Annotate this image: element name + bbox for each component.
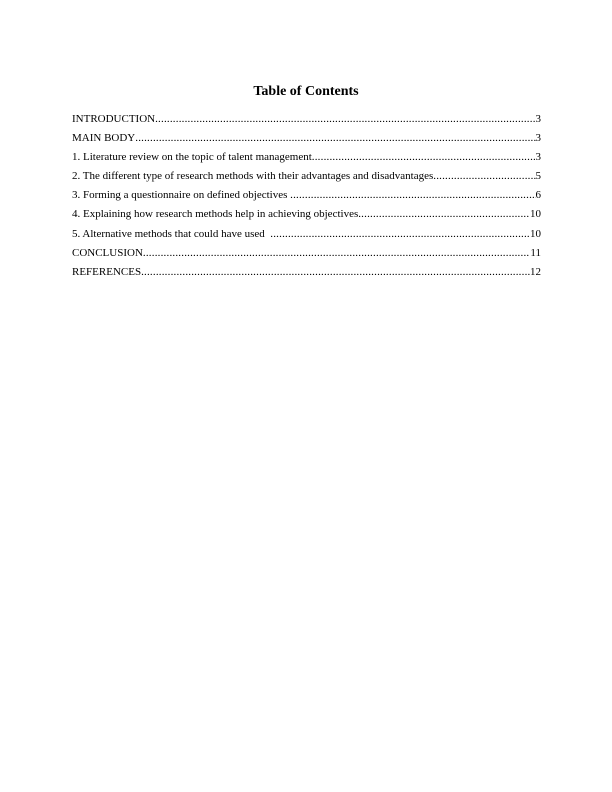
toc-entry-page: 12 (530, 265, 541, 278)
toc-entry-alternative-methods[interactable] (72, 227, 541, 246)
toc-entry-page: 11 (530, 246, 541, 259)
dot-leader (143, 246, 531, 260)
toc-entry-page: 3 (535, 113, 541, 125)
toc-entry-page: 3 (535, 151, 541, 164)
toc-entry-page: 10 (530, 208, 541, 221)
toc-entry-main-body[interactable] (72, 131, 541, 150)
dot-leader (312, 150, 536, 164)
toc-entry-label: 2. The different type of research methods with their advantages and disadvantages (72, 170, 434, 183)
toc-entry-label: CONCLUSION (72, 246, 143, 259)
dot-leader (290, 188, 535, 202)
toc-entry-label: MAIN BODY (72, 132, 136, 145)
toc-entry-label: 5. Alternative methods that could have used (72, 227, 271, 240)
toc-entry-questionnaire[interactable] (72, 188, 541, 207)
toc-entry-label: 4. Explaining how research methods help in achieving objectives (72, 208, 359, 221)
toc-entry-label: INTRODUCTION (72, 113, 156, 125)
dot-leader (155, 112, 535, 126)
dot-leader (135, 131, 535, 145)
toc-entry-label: 3. Forming a questionnaire on defined objectives (72, 189, 291, 202)
toc-list (72, 112, 541, 284)
toc-entry-label: REFERENCES (72, 265, 142, 278)
toc-entry-references[interactable] (72, 265, 541, 284)
dot-leader (358, 207, 530, 221)
toc-entry-introduction[interactable] (72, 112, 541, 131)
toc-entry-page: 3 (535, 132, 541, 145)
toc-entry-page: 6 (535, 189, 541, 202)
toc-title: Table of Contents (253, 84, 359, 99)
toc-entry-page: 10 (530, 227, 541, 240)
dot-leader (141, 265, 530, 279)
dot-leader (433, 169, 535, 183)
toc-entry-literature-review[interactable] (72, 150, 541, 169)
toc-entry-label: 1. Literature review on the topic of talent management (72, 151, 312, 164)
toc-entry-research-methods[interactable] (72, 169, 541, 188)
dot-leader (270, 227, 530, 241)
toc-entry-achieving-objectives[interactable] (72, 207, 541, 226)
toc-entry-conclusion[interactable] (72, 246, 541, 265)
toc-entry-page: 5 (535, 170, 541, 183)
